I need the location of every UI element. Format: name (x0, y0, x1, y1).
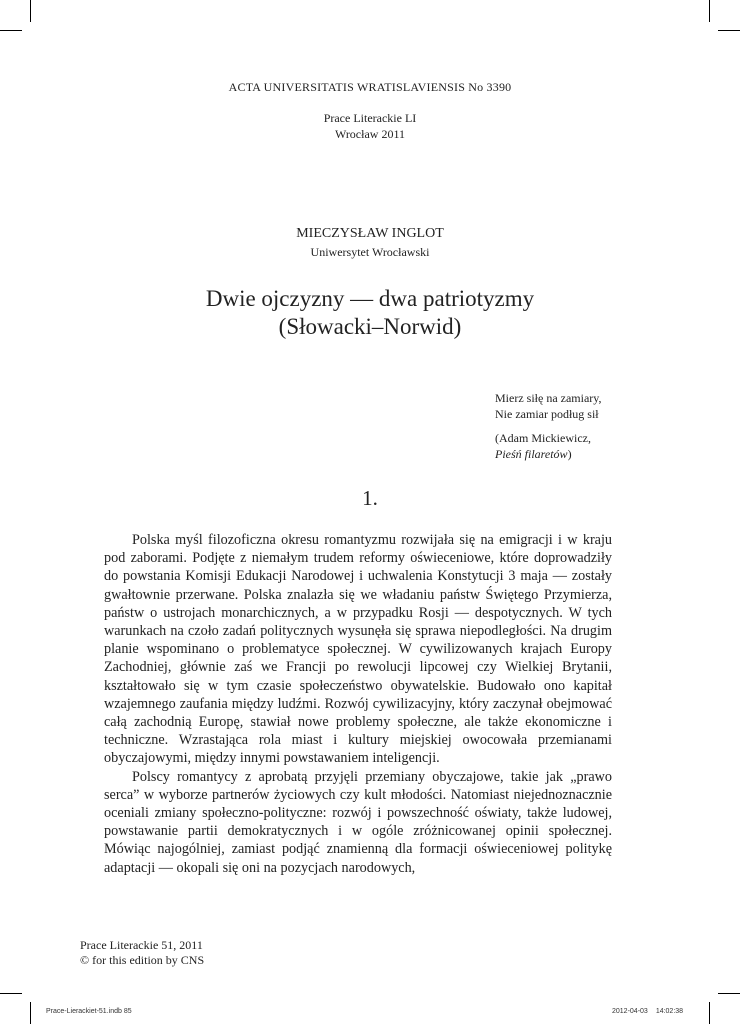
place-year: Wrocław 2011 (334, 127, 406, 141)
epigraph (495, 390, 695, 462)
crop-mark (0, 993, 22, 994)
epigraph-work-title: Pieśń filaretów (495, 447, 568, 461)
epigraph-attribution-author: (Adam Mickiewicz, (495, 431, 591, 445)
volume-title: Prace Literackie LI (323, 111, 417, 125)
crop-mark (0, 30, 22, 31)
print-slug-time: 14:02:38 (655, 1008, 684, 1015)
epigraph-attribution-work (495, 446, 695, 462)
epigraph-line-2: Nie zamiar podług sił (495, 407, 599, 421)
epigraph-close: ) (567, 447, 572, 461)
footer (80, 938, 204, 968)
crop-mark (709, 1002, 710, 1024)
author-name: MIECZYSŁAW INGLOT (296, 226, 444, 241)
section-number: 1. (362, 486, 378, 510)
volume-info (0, 110, 740, 142)
title-line-2: (Słowacki–Norwid) (278, 314, 462, 339)
author-affiliation: Uniwersytet Wrocławski (310, 245, 430, 259)
footer-journal: Prace Literackie 51, 2011 (80, 938, 203, 952)
series-header: ACTA UNIVERSITATIS WRATISLAVIENSIS No 3390 (228, 80, 512, 94)
crop-mark (30, 1002, 31, 1024)
article-title (0, 285, 740, 341)
crop-mark (709, 0, 710, 22)
crop-mark (718, 30, 740, 31)
paragraph: Polska myśl filozoficzna okresu romantyzmu rozwijała się na emigracji i w kraju pod zaborami. Podjęte z niemałym trudem reformy oświeceniowe, które doprowadziły do powstania Komisji Edukacji Narodowej i uchwalenia Konstytucji 3 maja — zostały gwałtownie przerwane. Polska znalazła się we władaniu państw Świętego Przymierza, państw o ustrojach monarchicznych, a w przypadku Rosji — despotycznych. W tych warunkach na czoło zadań politycznych wysunęła się sprawa niepodległości. Na drugim planie wspominano o problematyce społecznej. W cywilizowanych krajach Europy Zachodniej, głównie zaś we Francji po rewolucji lipcowej czy Wielkiej Brytanii, kształtowało się w tym czasie społeczeństwo obywatelskie. Budowało ono kapitał wzajemnego zaufania między ludźmi. Rozwój cywilizacyjny, który zaczynał obejmować całą zachodnią Europę, stawiał nowe problemy społeczne, ale także ekonomiczne i techniczne. Wzrastająca rola miast i kultury miejskiej owocowała przemianami obyczajowymi, między innymi powstawaniem inteligencji. (104, 532, 612, 767)
footer-copyright: © for this edition by CNS (80, 953, 205, 967)
body-text (104, 531, 612, 877)
epigraph-line-1: Mierz siłę na zamiary, (495, 391, 602, 405)
print-slug-file: Prace-Lierackiet-51.indb 85 (46, 1008, 132, 1015)
print-slug-timestamp (612, 1008, 683, 1015)
crop-mark (30, 0, 31, 22)
print-slug-date: 2012-04-03 (612, 1008, 648, 1015)
title-line-1: Dwie ojczyzny — dwa patriotyzmy (205, 286, 535, 311)
paragraph: Polscy romantycy z aprobatą przyjęli przemiany obyczajowe, takie jak „prawo serca” w wyborze partnerów życiowych czy kult młodości. Natomiast niejednoznacznie oceniali zmiany społeczno-polityczne: rozwój i powszechność oświaty, także ludowej, powstawanie partii demokratycznych i w ogóle zróżnicowanej opinii społecznej. Mówiąc najogólniej, zamiast podjąć znamienną dla formacji oświeceniowej politykę adaptacji — okopali się oni na pozycjach narodowych, (104, 768, 612, 876)
crop-mark (718, 993, 740, 994)
